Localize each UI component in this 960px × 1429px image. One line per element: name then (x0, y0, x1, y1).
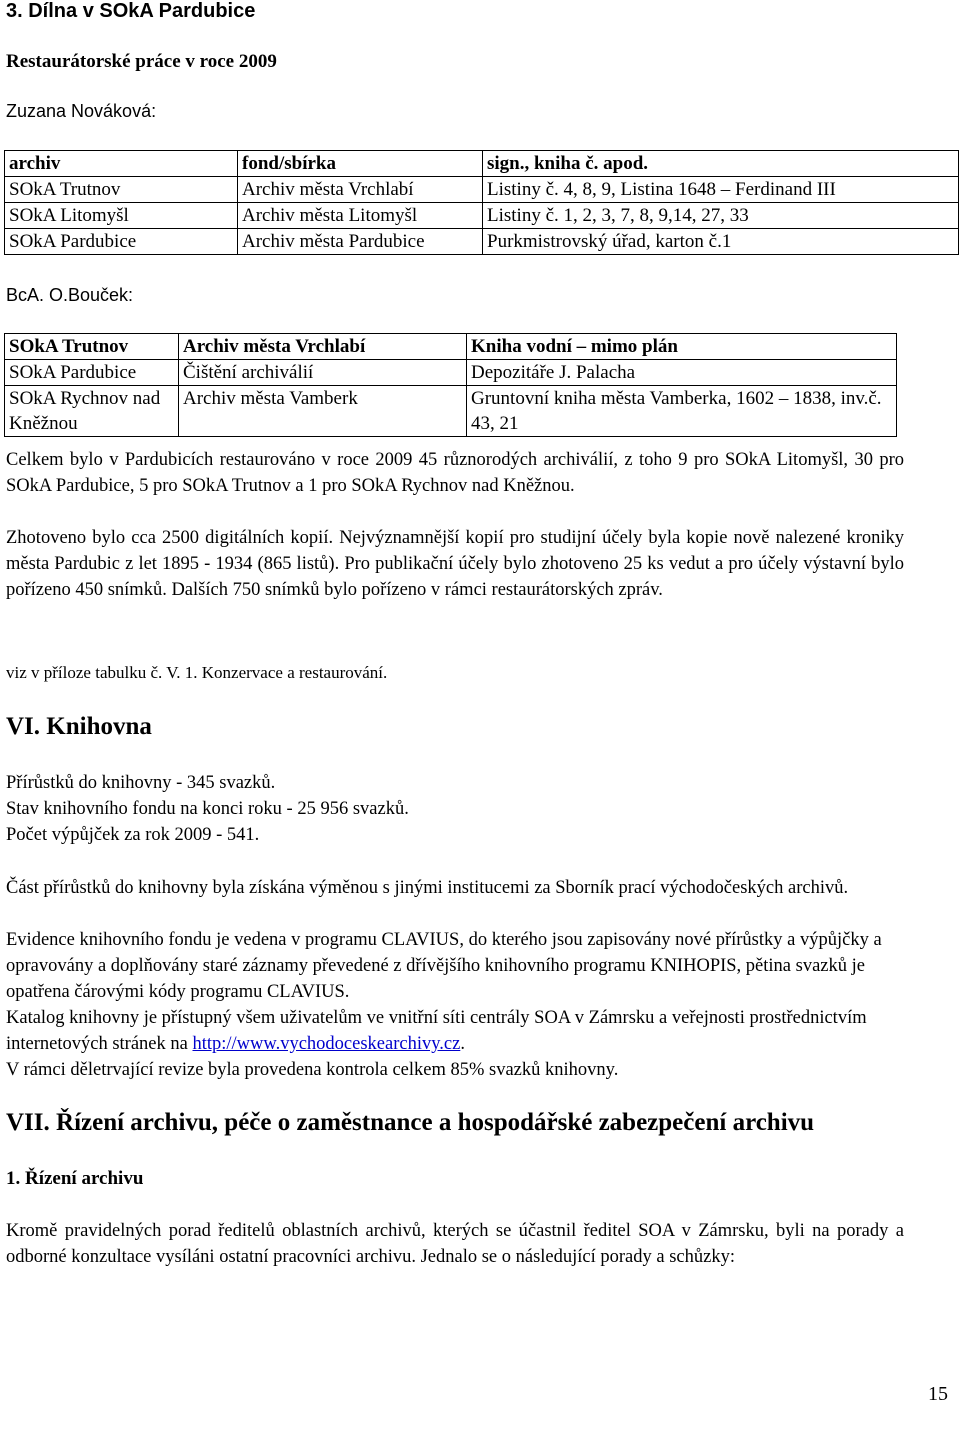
table-cell: Gruntovní kniha města Vamberka, 1602 – 1838, inv.č. 43, 21 (467, 386, 897, 437)
table-header-cell: sign., kniha č. apod. (483, 151, 959, 177)
stat-line: Přírůstků do knihovny - 345 svazků. (6, 773, 276, 793)
catalog-text: Katalog knihovny je přístupný všem uživatelům ve vnitřní síti centrály SOA v Zámrsku a veřejnosti prostřednictvím internetových stránek na (6, 1008, 867, 1054)
table-row (5, 203, 959, 229)
stat-line: Stav knihovního fondu na konci roku - 25 956 svazků. (6, 799, 409, 819)
table-cell: Depozitáře J. Palacha (467, 360, 897, 386)
paragraph-meetings: Kromě pravidelných porad ředitelů oblastních archivů, kterých se účastnil ředitel SOA v Zámrsku, byli na porady a odborné konzultace vysíláni ostatní pracovníci archivu. Jednalo se o následující porady a schůzky: (6, 1221, 904, 1267)
paragraph-revision: V rámci děletrvající revize byla provedena kontrola celkem 85% svazků knihovny. (6, 1060, 619, 1080)
restoration-table-2 (4, 333, 897, 437)
table-cell: SOkA Pardubice (5, 229, 238, 255)
catalog-text-end: . (460, 1034, 465, 1054)
paragraph-catalog (6, 1005, 904, 1057)
table-header-cell: Kniha vodní – mimo plán (467, 334, 897, 360)
table-header-cell: fond/sbírka (238, 151, 483, 177)
table-row (5, 386, 897, 437)
table-header-row (5, 151, 959, 177)
stat-line: Počet výpůjček za rok 2009 - 541. (6, 825, 260, 845)
table-row (5, 177, 959, 203)
heading-management: VII. Řízení archivu, péče o zaměstnance a hospodářské zabezpečení archivu (6, 1109, 815, 1136)
table-header-row (5, 334, 897, 360)
table-cell: Listiny č. 1, 2, 3, 7, 8, 9,14, 27, 33 (483, 203, 959, 229)
paragraph-exchange: Část přírůstků do knihovny byla získána výměnou s jinými institucemi za Sborník prací východočeských archivů. (6, 878, 849, 898)
table-cell: SOkA Pardubice (5, 360, 179, 386)
table-cell: Archiv města Vamberk (179, 386, 467, 437)
paragraph-total: Celkem bylo v Pardubicích restaurováno v roce 2009 45 různorodých archiválií, z toho 9 pro SOkA Litomyšl, 30 pro SOkA Pardubice, 5 pro SOkA Trutnov a 1 pro SOkA Rychnov nad Kněžnou. (6, 450, 904, 496)
catalog-link[interactable]: http://www.vychodoceskearchivy.cz (192, 1034, 461, 1054)
person-label: Zuzana Nováková: (6, 101, 157, 121)
page-number: 15 (928, 1383, 948, 1405)
table-cell: Listiny č. 4, 8, 9, Listina 1648 – Ferdinand III (483, 177, 959, 203)
table-header-cell: archiv (5, 151, 238, 177)
subheading: Restaurátorské práce v roce 2009 (6, 51, 277, 72)
table-cell: Archiv města Vrchlabí (238, 177, 483, 203)
table-cell: Archiv města Pardubice (238, 229, 483, 255)
table-cell: SOkA Rychnov nad Kněžnou (5, 386, 179, 437)
table-header-cell: Archiv města Vrchlabí (179, 334, 467, 360)
subheading-management: 1. Řízení archivu (6, 1168, 144, 1189)
paragraph-evidence: Evidence knihovního fondu je vedena v programu CLAVIUS, do kterého jsou zapisovány nové přírůstky a výpůjčky a opravovány a doplňovány staré záznamy převedené z dřívějšího knihovního programu KNIHOPIS, pětina svazků je opatřena čárovými kódy programu CLAVIUS. (6, 930, 882, 1002)
note-appendix: viz v příloze tabulku č. V. 1. Konzervace a restaurování. (6, 663, 388, 682)
section-heading: 3. Dílna v SOkA Pardubice (6, 0, 256, 22)
table-cell: SOkA Litomyšl (5, 203, 238, 229)
person-label: BcA. O.Bouček: (6, 285, 134, 305)
table-row (5, 229, 959, 255)
restoration-table-1 (4, 150, 959, 255)
table-cell: SOkA Trutnov (5, 177, 238, 203)
table-cell: Purkmistrovský úřad, karton č.1 (483, 229, 959, 255)
heading-library: VI. Knihovna (6, 713, 152, 740)
table-row (5, 360, 897, 386)
table-cell: Archiv města Litomyšl (238, 203, 483, 229)
paragraph-digital: Zhotoveno bylo cca 2500 digitálních kopií. Nejvýznamnější kopií pro studijní účely byla kopie nově nalezené kroniky města Pardubic z let 1895 - 1934 (865 listů). Pro publikační účely bylo zhotoveno 25 ks vedut a pro účely výstavní bylo pořízeno 450 snímků. Dalších 750 snímků bylo pořízeno v rámci restaurátorských zpráv. (6, 528, 904, 600)
table-cell: Čištění archiválií (179, 360, 467, 386)
table-header-cell: SOkA Trutnov (5, 334, 179, 360)
